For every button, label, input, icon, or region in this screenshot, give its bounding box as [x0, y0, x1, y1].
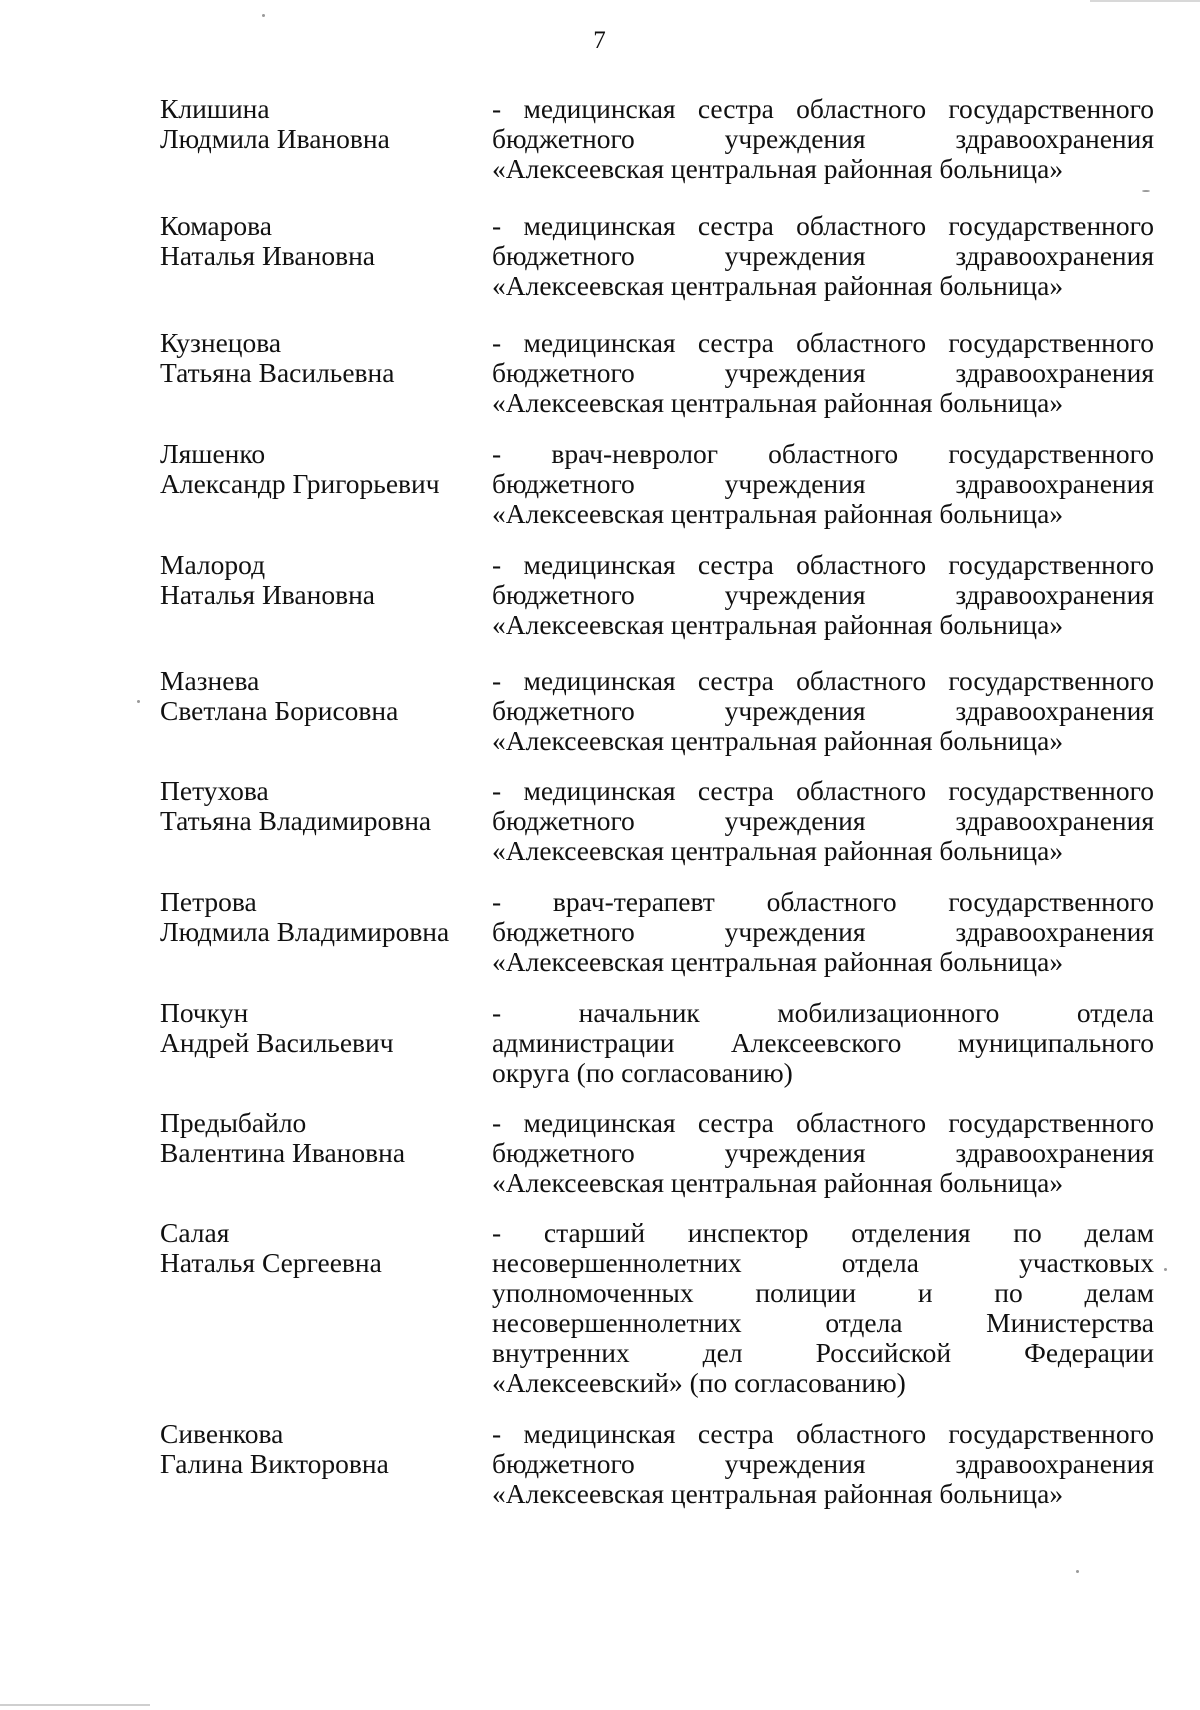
- member-entry: [0, 1419, 1200, 1529]
- member-position-line: - медицинская сестра областного государственного: [492, 549, 1154, 580]
- member-position-line: - медицинская сестра областного государственного: [492, 665, 1154, 696]
- member-surname: Мазнева: [160, 665, 260, 696]
- member-entry: [0, 94, 1200, 211]
- member-position-line: «Алексеевская центральная районная больница»: [492, 1167, 1064, 1198]
- member-given-names: Людмила Ивановна: [160, 123, 390, 154]
- member-surname: Клишина: [160, 93, 270, 124]
- member-position-line: бюджетного учреждения здравоохранения: [492, 579, 1154, 610]
- member-surname: Сивенкова: [160, 1418, 284, 1449]
- member-given-names: Наталья Сергеевна: [160, 1247, 382, 1278]
- member-entry: [0, 1108, 1200, 1218]
- member-name: [160, 998, 480, 1058]
- member-position-line: «Алексеевская центральная районная больница»: [492, 946, 1064, 977]
- scan-bottom-mark: [0, 1704, 150, 1706]
- member-position-line: - медицинская сестра областного государственного: [492, 775, 1154, 806]
- member-surname: Ляшенко: [160, 438, 266, 469]
- member-surname: Малород: [160, 549, 266, 580]
- member-position-line: «Алексеевская центральная районная больница»: [492, 609, 1064, 640]
- member-entry: [0, 776, 1200, 887]
- member-position-line: «Алексеевская центральная районная больница»: [492, 498, 1064, 529]
- member-position-line: администрации Алексеевского муниципального: [492, 1027, 1154, 1058]
- member-position-line: - медицинская сестра областного государственного: [492, 93, 1154, 124]
- member-name: [160, 776, 480, 836]
- member-given-names: Александр Григорьевич: [160, 468, 440, 499]
- member-entry: [0, 998, 1200, 1108]
- member-entry: [0, 550, 1200, 666]
- page-number: 7: [593, 27, 607, 54]
- member-entry: [0, 439, 1200, 550]
- member-entry: [0, 1218, 1200, 1419]
- member-position-line: «Алексеевская центральная районная больница»: [492, 1478, 1064, 1509]
- member-position: [492, 887, 1154, 977]
- member-given-names: Людмила Владимировна: [160, 916, 450, 947]
- member-name: [160, 1419, 480, 1479]
- member-position-line: бюджетного учреждения здравоохранения: [492, 916, 1154, 947]
- member-given-names: Светлана Борисовна: [160, 695, 399, 726]
- member-position-line: несовершеннолетних отдела участковых: [492, 1247, 1154, 1278]
- member-name: [160, 1108, 480, 1168]
- member-position-line: бюджетного учреждения здравоохранения: [492, 805, 1154, 836]
- member-entry: [0, 666, 1200, 776]
- member-given-names: Наталья Ивановна: [160, 579, 376, 610]
- member-position-line: «Алексеевская центральная районная больница»: [492, 725, 1064, 756]
- scan-speck: [262, 14, 265, 17]
- member-position-line: - медицинская сестра областного государственного: [492, 210, 1154, 241]
- member-surname: Предыбайло: [160, 1107, 307, 1138]
- commission-member-list: [0, 94, 1200, 1529]
- member-name: [160, 328, 480, 388]
- scan-speck: [1076, 1570, 1079, 1573]
- member-given-names: Валентина Ивановна: [160, 1137, 406, 1168]
- member-position-line: - медицинская сестра областного государственного: [492, 1107, 1154, 1138]
- member-entry: [0, 887, 1200, 998]
- member-position: [492, 211, 1154, 301]
- member-position: [492, 1108, 1154, 1198]
- member-surname: Петухова: [160, 775, 269, 806]
- member-position-line: бюджетного учреждения здравоохранения: [492, 468, 1154, 499]
- member-position-line: бюджетного учреждения здравоохранения: [492, 1137, 1154, 1168]
- member-position-line: - медицинская сестра областного государственного: [492, 1418, 1154, 1449]
- member-name: [160, 1218, 480, 1278]
- member-position-line: - старший инспектор отделения по делам: [492, 1217, 1154, 1248]
- member-surname: Салая: [160, 1217, 230, 1248]
- member-name: [160, 94, 480, 154]
- member-given-names: Галина Викторовна: [160, 1448, 389, 1479]
- member-position: [492, 998, 1154, 1088]
- member-position-line: «Алексеевская центральная районная больница»: [492, 270, 1064, 301]
- member-position-line: «Алексеевская центральная районная больница»: [492, 153, 1064, 184]
- member-surname: Петрова: [160, 886, 257, 917]
- member-position-line: «Алексеевская центральная районная больница»: [492, 835, 1064, 866]
- member-position-line: - врач-невролог областного государственного: [492, 438, 1154, 469]
- member-position-line: «Алексеевская центральная районная больница»: [492, 387, 1064, 418]
- member-surname: Комарова: [160, 210, 272, 241]
- member-position-line: - медицинская сестра областного государственного: [492, 327, 1154, 358]
- member-given-names: Татьяна Владимировна: [160, 805, 432, 836]
- member-position-line: внутренних дел Российской Федерации: [492, 1337, 1154, 1368]
- member-position-line: - начальник мобилизационного отдела: [492, 997, 1154, 1028]
- member-position-line: - врач-терапевт областного государственного: [492, 886, 1154, 917]
- member-name: [160, 666, 480, 726]
- member-name: [160, 439, 480, 499]
- member-entry: [0, 328, 1200, 439]
- member-position: [492, 1419, 1154, 1509]
- member-position-line: бюджетного учреждения здравоохранения: [492, 123, 1154, 154]
- member-position-line: бюджетного учреждения здравоохранения: [492, 695, 1154, 726]
- member-name: [160, 887, 480, 947]
- member-position: [492, 1218, 1154, 1398]
- member-entry: [0, 211, 1200, 328]
- member-name: [160, 550, 480, 610]
- member-position: [492, 94, 1154, 184]
- member-given-names: Татьяна Васильевна: [160, 357, 395, 388]
- member-surname: Кузнецова: [160, 327, 282, 358]
- member-position-line: бюджетного учреждения здравоохранения: [492, 1448, 1154, 1479]
- member-position-line: «Алексеевский» (по согласованию): [492, 1367, 906, 1398]
- member-given-names: Андрей Васильевич: [160, 1027, 394, 1058]
- member-name: [160, 211, 480, 271]
- member-given-names: Наталья Ивановна: [160, 240, 376, 271]
- member-position-line: бюджетного учреждения здравоохранения: [492, 240, 1154, 271]
- member-position: [492, 776, 1154, 866]
- member-position: [492, 328, 1154, 418]
- member-position-line: несовершеннолетних отдела Министерства: [492, 1307, 1154, 1338]
- member-position: [492, 439, 1154, 529]
- member-position-line: бюджетного учреждения здравоохранения: [492, 357, 1154, 388]
- member-position-line: уполномоченных полиции и по делам: [492, 1277, 1154, 1308]
- member-position: [492, 666, 1154, 756]
- member-position: [492, 550, 1154, 640]
- member-surname: Почкун: [160, 997, 249, 1028]
- scan-edge-mark: [1090, 0, 1200, 2]
- member-position-line: округа (по согласованию): [492, 1057, 793, 1088]
